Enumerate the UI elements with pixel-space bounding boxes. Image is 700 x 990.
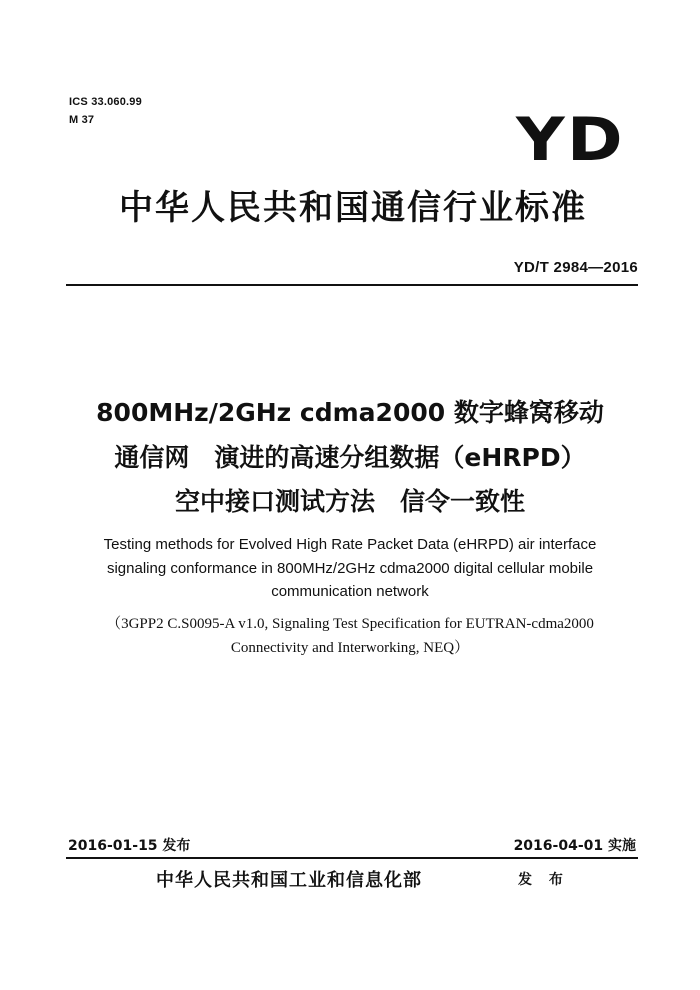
english-title-line-2: signaling conformance in 800MHz/2GHz cdma2000 digital cellular mobile	[106, 560, 594, 577]
bottom-divider	[66, 857, 638, 859]
yd-logo: YD	[516, 105, 625, 175]
top-divider	[66, 284, 638, 286]
chinese-title-line-2: 通信网 演进的高速分组数据（eHRPD）	[114, 443, 586, 472]
english-title-line-1: Testing methods for Evolved High Rate Packet Data (eHRPD) air interface	[103, 536, 597, 553]
classification-code: M 37	[69, 114, 95, 126]
publisher-name: 中华人民共和国工业和信息化部	[156, 870, 422, 891]
ics-code: ICS 33.060.99	[69, 96, 142, 108]
standard-number: YD/T 2984—2016	[513, 259, 638, 276]
publish-label: 发 布	[518, 872, 569, 888]
issue-date: 2016-01-15 发布	[68, 838, 191, 854]
adoption-note-line-1: （3GPP2 C.S0095-A v1.0, Signaling Test Specification for EUTRAN-cdma2000	[106, 616, 594, 632]
standard-category-title: 中华人民共和国通信行业标准	[119, 188, 587, 228]
adoption-note-line-2: Connectivity and Interworking, NEQ）	[230, 640, 470, 656]
chinese-title-line-1: 800MHz/2GHz cdma2000 数字蜂窝移动	[96, 398, 604, 427]
chinese-title-line-3: 空中接口测试方法 信令一致性	[174, 487, 525, 516]
implementation-date: 2016-04-01 实施	[513, 838, 636, 854]
english-title-line-3: communication network	[271, 583, 429, 600]
